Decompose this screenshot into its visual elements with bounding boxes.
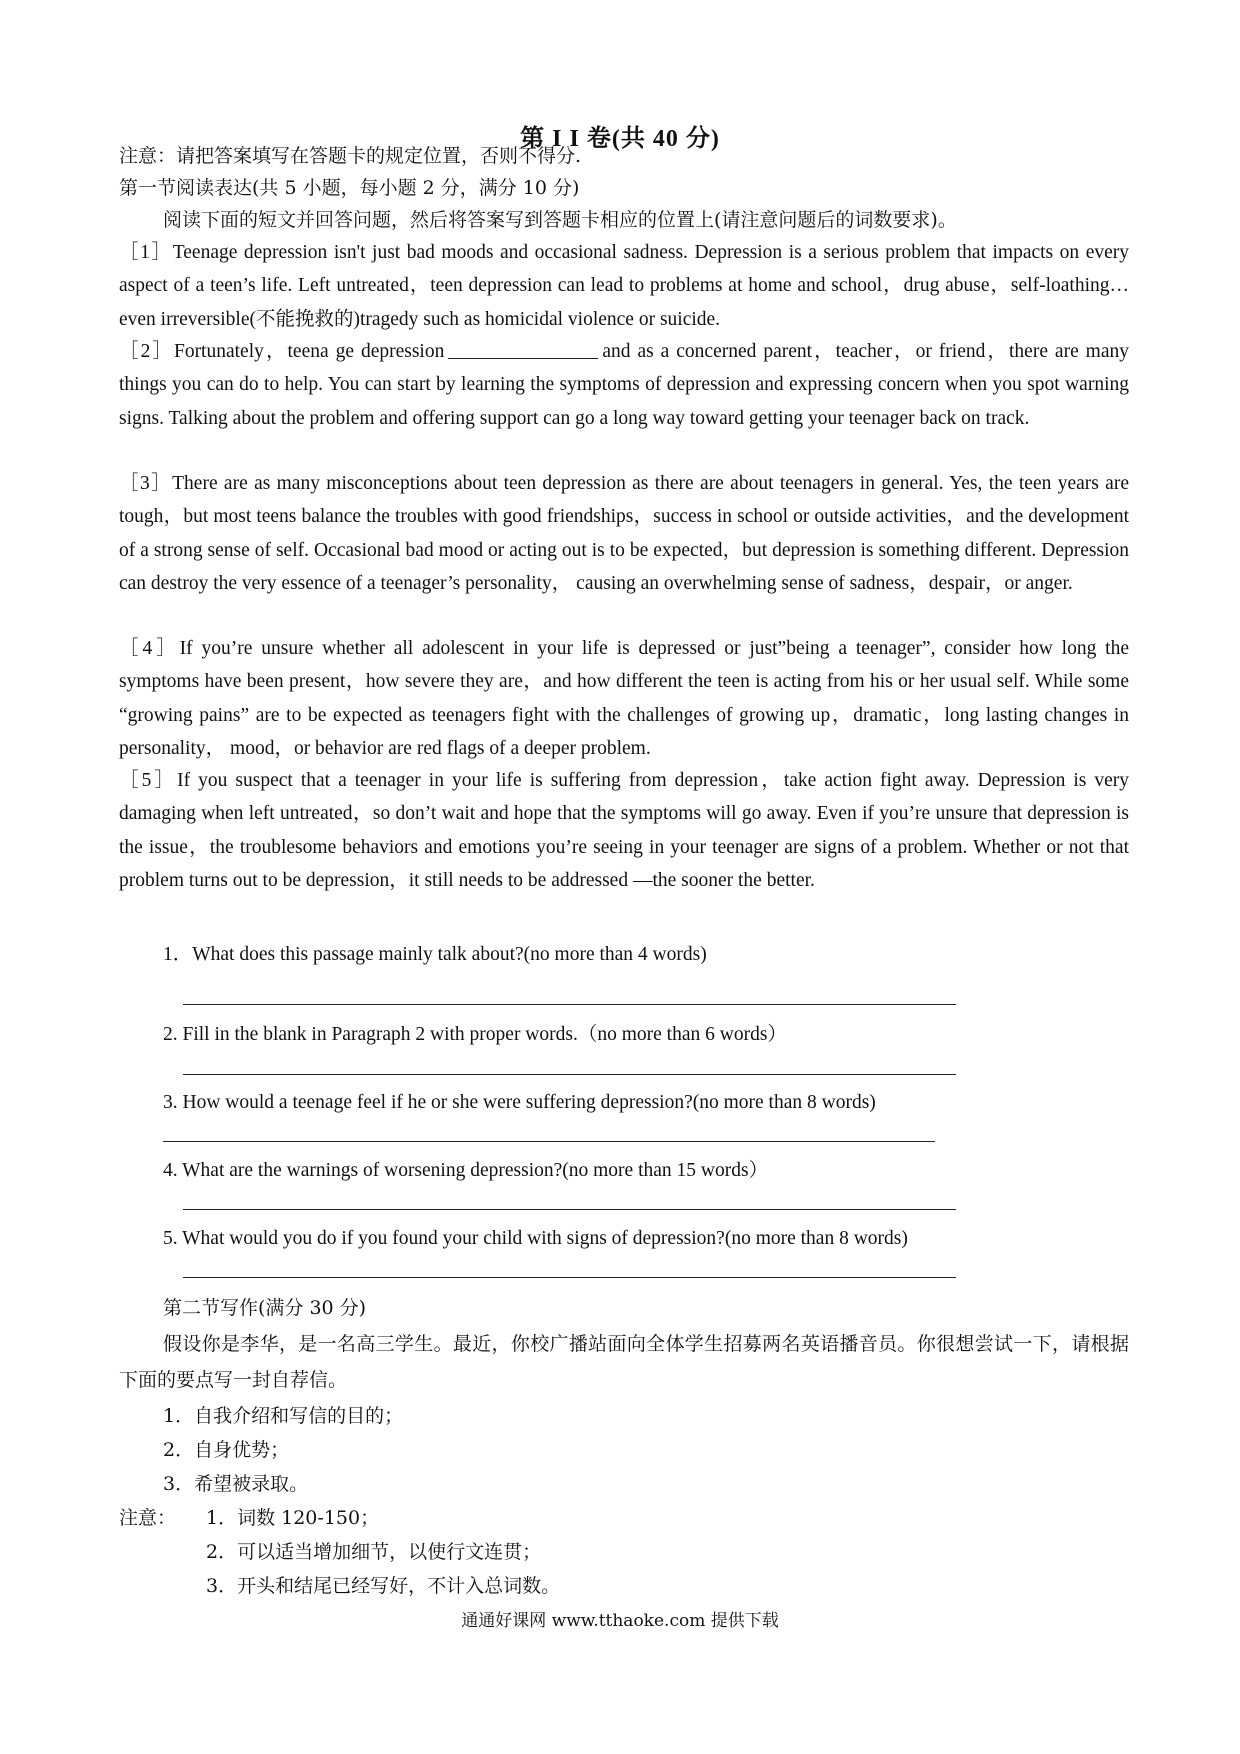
paragraph-2-blank xyxy=(448,338,598,359)
paragraph-2-after-blank: and as a concerned parent，teacher，or friend，there are many things you can do to help. You can start by learning the symptoms of depression and expressing concern when you spot warning signs. Talking about the problem and offering support can go a long way toward getting your teenager back on track. xyxy=(119,341,1130,429)
note-3: 3．开头和结尾已经写好，不计入总词数。 xyxy=(206,1575,561,1597)
paragraph-2 xyxy=(119,335,1129,435)
question-3: 3. How would a teenage feel if he or she were suffering depression?(no more than 8 words) xyxy=(163,1092,876,1113)
section2-heading: 第二节写作(满分 30 分) xyxy=(163,1297,367,1319)
note-2: 2．可以适当增加细节，以使行文连贯； xyxy=(206,1541,542,1563)
page-title: 第 I I 卷(共 40 分) xyxy=(520,126,720,152)
question-2: 2. Fill in the blank in Paragraph 2 with proper words.（no more than 6 words） xyxy=(163,1024,787,1045)
writing-prompt: 假设你是李华，是一名高三学生。最近，你校广播站面向全体学生招募两名英语播音员。你很想尝试一下，请根据下面的要点写一封自荐信。 xyxy=(119,1333,1129,1391)
answer-line-2 xyxy=(183,1074,956,1075)
answer-line-1 xyxy=(183,1004,956,1005)
note-1: 1．词数 120-150； xyxy=(206,1507,380,1529)
answer-line-5 xyxy=(183,1277,956,1278)
question-1: 1．What does this passage mainly talk about?(no more than 4 words) xyxy=(163,944,707,965)
question-4: 4. What are the warnings of worsening depression?(no more than 15 words） xyxy=(163,1160,769,1181)
point-1: 1．自我介绍和写信的目的； xyxy=(163,1405,404,1427)
page-footer: 通通好课网 www.tthaoke.com 提供下载 xyxy=(461,1611,779,1631)
paragraph-4: ［4］If you’re unsure whether all adolescent in your life is depressed or just”being a teenager”, consider how long the symptoms have been present，how severe they are，and how different the teen is acting from his or her usual self. While some “growing pains” are to be expected as teenagers fight with the challenges of growing up，dramatic，long lasting changes in personality， mood，or behavior are red flags of a deeper problem. xyxy=(119,638,1129,759)
paragraph-5: ［5］If you suspect that a teenager in your life is suffering from depression，take action fight away. Depression is very damaging when left untreated，so don’t wait and hope that the symptoms will go away. Even if you’re unsure that depression is the issue，the troublesome behaviors and emotions you’re seeing in your teenager are signs of a problem. Whether or not that problem turns out to be depression，it still needs to be addressed —the sooner the better. xyxy=(119,770,1129,891)
point-3: 3．希望被录取。 xyxy=(163,1473,309,1495)
answer-line-3 xyxy=(163,1141,935,1142)
section1-heading: 第一节阅读表达(共 5 小题，每小题 2 分，满分 10 分) xyxy=(119,177,580,199)
notice-line: 注意：请把答案填写在答题卡的规定位置，否则不得分. xyxy=(119,145,582,167)
paragraph-2-before-blank: ［2］Fortunately，teena ge depression xyxy=(119,341,445,362)
answer-line-4 xyxy=(183,1209,956,1210)
paragraph-3: ［3］There are as many misconceptions about teen depression as there are about teenagers in general. Yes, the teen years are tough，but most teens balance the troubles with good friendships，success in school or outside activities，and the development of a strong sense of self. Occasional bad mood or acting out is to be expected，but depression is something different. Depression can destroy the very essence of a teenager’s personality， causing an overwhelming sense of sadness，despair，or anger. xyxy=(119,473,1129,594)
question-5: 5. What would you do if you found your child with signs of depression?(no more than 8 words) xyxy=(163,1228,908,1249)
reading-instructions: 阅读下面的短文并回答问题，然后将答案写到答题卡相应的位置上(请注意问题后的词数要求)。 xyxy=(163,209,957,231)
notes-label: 注意： xyxy=(119,1507,177,1529)
paragraph-1: ［1］Teenage depression isn't just bad moods and occasional sadness. Depression is a serious problem that impacts on every aspect of a teen’s life. Left untreated，teen depression can lead to problems at home and school，drug abuse，self-loathing…even irreversible(不能挽救的)tragedy such as homicidal violence or suicide. xyxy=(119,242,1129,330)
point-2: 2．自身优势； xyxy=(163,1439,290,1461)
